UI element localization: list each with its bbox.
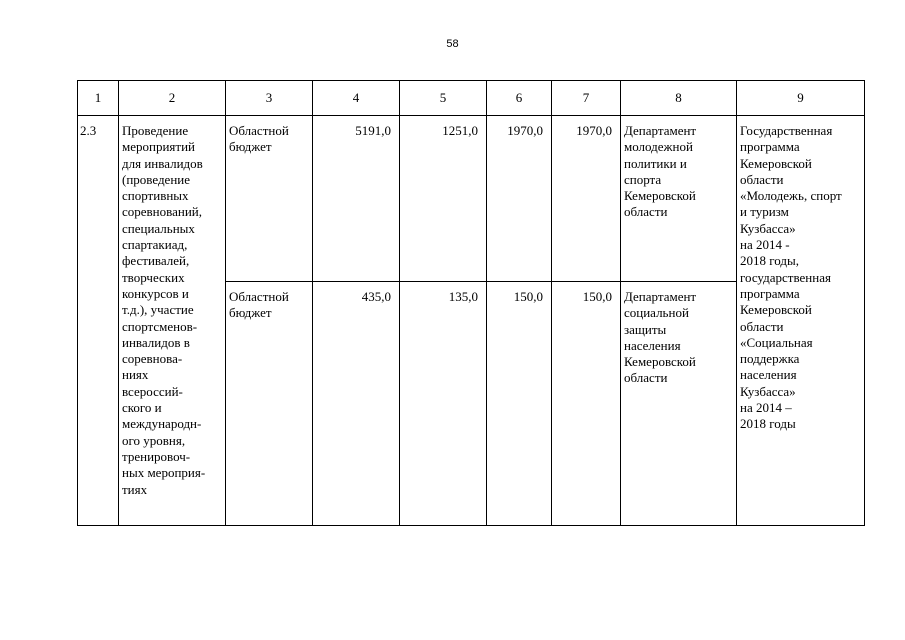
program-cell — [737, 116, 865, 526]
header-cell: 2 — [119, 81, 226, 116]
funding-source-cell — [226, 116, 313, 282]
total-value: 5191,0 — [355, 123, 391, 138]
table-row — [78, 116, 865, 282]
funding-source: Областной бюджет — [229, 289, 289, 321]
year-value-cell — [487, 116, 552, 282]
department-text: Департамент социальной защиты населения Кемеровской области — [624, 289, 697, 386]
row-index-cell — [78, 116, 119, 526]
program-text: Государственная программа Кемеровской области «Молодежь, спорт и туризм Кузбасса» на 2014 - 2018 годы, государственная программа Кемеровской области «Социальная поддержка населения Кузбасса» на 2014 – 2018 годы — [740, 123, 842, 432]
header-cell: 7 — [552, 81, 621, 116]
program-table — [77, 80, 865, 526]
header-cell: 9 — [737, 81, 865, 116]
header-cell: 5 — [400, 81, 487, 116]
year-value-cell — [487, 282, 552, 526]
total-value: 435,0 — [361, 289, 391, 304]
header-row — [78, 81, 865, 116]
header-cell: 8 — [621, 81, 737, 116]
year-value-cell — [552, 116, 621, 282]
year-value: 135,0 — [448, 289, 478, 304]
year-value: 1251,0 — [442, 123, 478, 138]
department-text: Департамент молодежной политики и спорта Кемеровской области — [624, 123, 697, 220]
year-value: 150,0 — [582, 289, 612, 304]
year-value-cell — [400, 116, 487, 282]
funding-source-cell — [226, 282, 313, 526]
year-value-cell — [400, 282, 487, 526]
header-cell: 1 — [78, 81, 119, 116]
row-index: 2.3 — [80, 123, 97, 138]
header-cell: 6 — [487, 81, 552, 116]
department-cell — [621, 116, 737, 282]
total-cell — [313, 116, 400, 282]
activity-text: Проведение мероприятий для инвалидов (проведение спортивных соревнований, специальных спартакиад, фестивалей, творческих конкурсов и т.д.), участие спортсменов- инвалидов в соревнова- ниях всероссий- ского и международн- ого уровня, тренировоч- ных мероприя- тиях — [122, 123, 206, 497]
year-value: 1970,0 — [507, 123, 543, 138]
year-value-cell — [552, 282, 621, 526]
department-cell — [621, 282, 737, 526]
activity-cell — [119, 116, 226, 526]
funding-source: Областной бюджет — [229, 123, 289, 155]
year-value: 150,0 — [513, 289, 543, 304]
year-value: 1970,0 — [576, 123, 612, 138]
header-cell: 3 — [226, 81, 313, 116]
header-cell: 4 — [313, 81, 400, 116]
page-number: 58 — [446, 38, 459, 50]
total-cell — [313, 282, 400, 526]
